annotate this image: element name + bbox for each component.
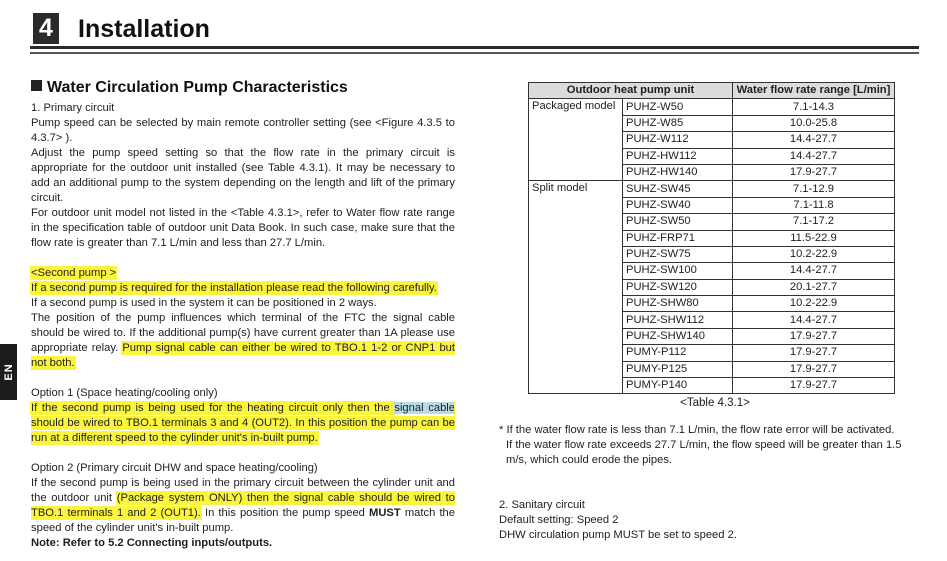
language-tab bbox=[0, 344, 17, 400]
group-cell bbox=[529, 378, 623, 394]
option1-heading: Option 1 (Space heating/cooling only) bbox=[31, 387, 218, 399]
table-row bbox=[529, 279, 895, 295]
option2-heading: Option 2 (Primary circuit DHW and space heating/cooling) bbox=[31, 462, 318, 474]
model-cell: PUHZ-SW100 bbox=[623, 263, 733, 279]
flow-rate-cell: 17.9-27.7 bbox=[733, 328, 895, 344]
note-refer: Note: Refer to 5.2 Connecting inputs/outputs. bbox=[31, 537, 273, 549]
model-cell: PUHZ-SHW112 bbox=[623, 312, 733, 328]
flow-rate-table bbox=[528, 82, 895, 394]
square-bullet-icon bbox=[31, 80, 42, 91]
primary-p1: Pump speed can be selected by main remote controller setting (see <Figure 4.3.5 to 4.3.7> ). bbox=[31, 117, 455, 144]
group-cell bbox=[529, 214, 623, 230]
option2-text bbox=[31, 476, 455, 536]
model-cell: PUMY-P112 bbox=[623, 345, 733, 361]
option2-part-c: In this position the pump speed bbox=[200, 507, 370, 519]
table-row bbox=[529, 312, 895, 328]
group-cell bbox=[529, 361, 623, 377]
group-cell bbox=[529, 148, 623, 164]
table-row bbox=[529, 378, 895, 394]
model-cell: PUHZ-W50 bbox=[623, 99, 733, 115]
table-header-flow: Water flow rate range [L/min] bbox=[733, 83, 895, 99]
chapter-number: 4 bbox=[33, 13, 59, 44]
table-row bbox=[529, 148, 895, 164]
table-row bbox=[529, 328, 895, 344]
flow-rate-cell: 7.1-14.3 bbox=[733, 99, 895, 115]
option1-signal-cable: signal cable bbox=[394, 402, 455, 414]
model-cell: PUHZ-FRP71 bbox=[623, 230, 733, 246]
flow-rate-cell: 17.9-27.7 bbox=[733, 345, 895, 361]
second-pump-line2: If a second pump is used in the system it can be positioned in 2 ways. bbox=[31, 297, 377, 309]
table-header-unit: Outdoor heat pump unit bbox=[529, 83, 733, 99]
flow-rate-cell: 7.1-17.2 bbox=[733, 214, 895, 230]
sanitary-dhw: DHW circulation pump MUST be set to speed 2. bbox=[499, 529, 737, 541]
option1-part-a: If the second pump is being used for the heating circuit only then the bbox=[31, 402, 395, 414]
flow-rate-cell: 10.2-22.9 bbox=[733, 296, 895, 312]
option1-part-c: should be wired to TBO.1 terminals 3 and 4 (OUT2). In this position the pump can be run at a different speed to the cylinder unit's in-built pump. bbox=[31, 417, 455, 444]
model-cell: PUHZ-HW112 bbox=[623, 148, 733, 164]
flow-rate-cell: 14.4-27.7 bbox=[733, 132, 895, 148]
flow-notes bbox=[499, 423, 919, 468]
group-cell bbox=[529, 296, 623, 312]
table-row bbox=[529, 197, 895, 213]
option2-part-b: (Package system ONLY) then the signal cable should be wired to TBO.1 terminals 1 and 2 (OUT1). bbox=[31, 492, 456, 519]
header-rule bbox=[30, 46, 919, 49]
group-cell bbox=[529, 345, 623, 361]
table-row bbox=[529, 214, 895, 230]
flow-rate-cell: 14.4-27.7 bbox=[733, 263, 895, 279]
model-cell: PUHZ-SW50 bbox=[623, 214, 733, 230]
option2-part-d: match the speed of the cylinder unit's in-built pump. bbox=[31, 507, 455, 534]
group-cell bbox=[529, 132, 623, 148]
flow-rate-cell: 17.9-27.7 bbox=[733, 378, 895, 394]
language-tab-label: EN bbox=[2, 363, 15, 381]
left-column bbox=[31, 101, 455, 551]
note-2: If the water flow rate exceeds 27.7 L/min, the flow speed will be greater than 1.5 m/s, which could erode the pipes. bbox=[506, 439, 902, 466]
flow-rate-cell: 17.9-27.7 bbox=[733, 361, 895, 377]
model-cell: PUHZ-W112 bbox=[623, 132, 733, 148]
flow-rate-cell: 11.5-22.9 bbox=[733, 230, 895, 246]
flow-rate-cell: 17.9-27.7 bbox=[733, 164, 895, 180]
model-cell: PUHZ-SHW140 bbox=[623, 328, 733, 344]
flow-rate-cell: 20.1-27.7 bbox=[733, 279, 895, 295]
model-cell: PUHZ-SW75 bbox=[623, 246, 733, 262]
sanitary-circuit bbox=[499, 498, 919, 543]
option2-part-a: If the second pump is being used in the primary circuit between the cylinder unit and the outdoor unit bbox=[31, 477, 455, 504]
model-cell: PUHZ-SHW80 bbox=[623, 296, 733, 312]
table-row bbox=[529, 99, 895, 115]
table-caption: <Table 4.3.1> bbox=[680, 397, 750, 409]
chapter-title: Installation bbox=[78, 15, 210, 43]
table-row bbox=[529, 181, 895, 197]
second-pump-line1: If a second pump is required for the installation please read the following carefully. bbox=[31, 282, 437, 294]
group-cell bbox=[529, 246, 623, 262]
table-row bbox=[529, 246, 895, 262]
model-cell: PUHZ-SW120 bbox=[623, 279, 733, 295]
model-cell: PUHZ-W85 bbox=[623, 115, 733, 131]
table-row bbox=[529, 361, 895, 377]
flow-rate-cell: 10.2-22.9 bbox=[733, 246, 895, 262]
group-cell bbox=[529, 230, 623, 246]
flow-rate-cell: 10.0-25.8 bbox=[733, 115, 895, 131]
sanitary-default: Default setting: Speed 2 bbox=[499, 514, 619, 526]
group-cell bbox=[529, 328, 623, 344]
group-cell bbox=[529, 164, 623, 180]
flow-rate-cell: 14.4-27.7 bbox=[733, 148, 895, 164]
flow-rate-cell: 7.1-12.9 bbox=[733, 181, 895, 197]
flow-rate-cell: 7.1-11.8 bbox=[733, 197, 895, 213]
primary-circuit-heading: 1. Primary circuit bbox=[31, 102, 115, 114]
header-rule-thin bbox=[30, 52, 919, 54]
primary-p2: Adjust the pump speed setting so that the flow rate in the primary circuit is appropriate for the outdoor unit installed (see Table 4.3.1). It may be necessary to add an additional pump to the system depending on the length and lift of the primary circuit. bbox=[31, 147, 455, 204]
table-row bbox=[529, 132, 895, 148]
model-cell: PUMY-P125 bbox=[623, 361, 733, 377]
sanitary-heading: 2. Sanitary circuit bbox=[499, 499, 585, 511]
flow-rate-table-wrapper bbox=[528, 82, 895, 394]
group-cell bbox=[529, 263, 623, 279]
section-title bbox=[31, 78, 348, 98]
table-row bbox=[529, 230, 895, 246]
section-title-text: Water Circulation Pump Characteristics bbox=[47, 79, 348, 96]
table-row bbox=[529, 263, 895, 279]
model-cell: SUHZ-SW45 bbox=[623, 181, 733, 197]
model-cell: PUHZ-SW40 bbox=[623, 197, 733, 213]
group-cell bbox=[529, 279, 623, 295]
group-cell bbox=[529, 197, 623, 213]
primary-p3: For outdoor unit model not listed in the <Table 4.3.1>, refer to Water flow rate range in the specification table of outdoor unit Data Book. In such case, make sure that the flow rate is greater than 7.1 L/min and less than 27.7 L/min. bbox=[31, 207, 455, 249]
table-row bbox=[529, 164, 895, 180]
table-row bbox=[529, 296, 895, 312]
option1-text bbox=[31, 401, 455, 446]
model-cell: PUMY-P140 bbox=[623, 378, 733, 394]
group-cell: Split model bbox=[529, 181, 623, 197]
option2-must: MUST bbox=[369, 507, 401, 519]
table-row bbox=[529, 345, 895, 361]
group-cell: Packaged model bbox=[529, 99, 623, 115]
flow-rate-cell: 14.4-27.7 bbox=[733, 312, 895, 328]
second-pump-line3-highlight: Pump signal cable can either be wired to TBO.1 1-2 or CNP1 but not both. bbox=[31, 342, 455, 369]
second-pump-line3 bbox=[31, 311, 455, 371]
group-cell bbox=[529, 115, 623, 131]
model-cell: PUHZ-HW140 bbox=[623, 164, 733, 180]
second-pump-line3-text: The position of the pump influences which terminal of the FTC the signal cable should be wired to. If the additional pump(s) have current greater than 1A please use appropriate relay. bbox=[31, 312, 455, 354]
second-pump-heading: <Second pump > bbox=[31, 267, 117, 279]
note-1: * If the water flow rate is less than 7.1 L/min, the flow rate error will be activated. bbox=[499, 424, 895, 436]
group-cell bbox=[529, 312, 623, 328]
table-row bbox=[529, 115, 895, 131]
